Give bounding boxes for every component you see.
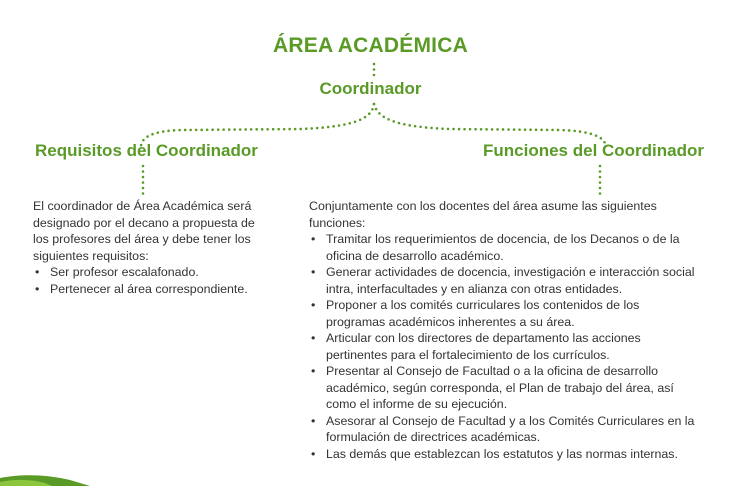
functions-list-item: • Presentar al Consejo de Facultad o a la oficina de desarrollo académico, según corresponda, el Plan de trabajo del área, así como el informe de su ejecución. xyxy=(311,364,674,411)
bullet-icon: • xyxy=(311,232,316,246)
connector-coordinator-to-left xyxy=(141,104,374,146)
bullet-icon: • xyxy=(311,298,316,312)
functions-list-item: • Tramitar los requerimientos de docencia, de los Decanos o de la oficina de desarrollo académico. xyxy=(311,232,680,263)
bullet-icon: • xyxy=(311,446,316,461)
coordinator-heading: Coordinador xyxy=(319,79,422,98)
requirements-list xyxy=(33,264,269,297)
requirements-list-item: • Ser profesor escalafonado. xyxy=(35,265,199,279)
functions-block xyxy=(309,198,697,462)
functions-list-item: • Asesorar al Consejo de Facultad y a los Comités Curriculares en la formulación de directrices académicas. xyxy=(311,413,695,444)
bullet-icon: • xyxy=(35,265,40,279)
requirements-intro: El coordinador de Área Académica será designado por el decano a propuesta de los profesores del área y debe tener los siguientes requisitos: xyxy=(33,199,255,263)
requirements-heading: Requisitos del Coordinador xyxy=(35,141,258,160)
functions-list-item: • Articular con los directores de departamento las acciones pertinentes para el fortalecimiento de los currículos. xyxy=(311,331,641,362)
bullet-icon: • xyxy=(311,413,316,428)
bullet-icon: • xyxy=(311,265,316,279)
functions-list-item: • Las demás que establezcan los estatutos y las normas internas. xyxy=(311,446,678,461)
requirements-block xyxy=(33,198,269,297)
bullet-icon: • xyxy=(311,331,316,345)
bottom-wave-decoration xyxy=(0,466,741,486)
functions-list xyxy=(309,231,697,462)
functions-heading: Funciones del Coordinador xyxy=(483,141,705,160)
requirements-list-item: • Pertenecer al área correspondiente. xyxy=(35,281,248,296)
bullet-icon: • xyxy=(35,281,40,296)
functions-list-item: • Generar actividades de docencia, investigación e interacción social intra, interfacultades y en alianza con otras entidades. xyxy=(311,265,695,296)
connector-coordinator-to-right xyxy=(374,104,606,146)
bullet-icon: • xyxy=(311,364,316,378)
functions-intro: Conjuntamente con los docentes del área asume las siguientes funciones: xyxy=(309,199,657,230)
page-title: ÁREA ACADÉMICA xyxy=(273,34,468,57)
functions-list-item: • Proponer a los comités curriculares los contenidos de los programas académicos inherentes a su área. xyxy=(311,298,640,329)
